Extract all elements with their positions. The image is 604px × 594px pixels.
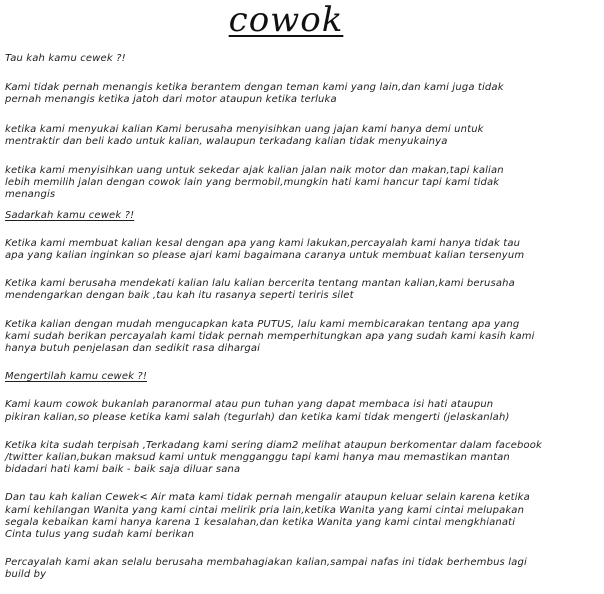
paragraph: ketika kami menyukai kalian Kami berusaha menyisihkan uang jajan kami hanya demi untuk mentraktir dan beli kado untuk kalian, walaupun terkadang kalian tidak menyukainya xyxy=(5,123,484,147)
paragraph: Ketika kita sudah terpisah ,Terkadang kami sering diam2 melihat ataupun berkomentar dalam facebook /twitter kalian,bukan maksud kami untuk mengganggu tapi kami hanya mau memastikan mantan bidadari hati kami baik - baik saja diluar sana xyxy=(5,439,542,476)
paragraph: Ketika kami berusaha mendekati kalian lalu kalian bercerita tentang mantan kalian,kami berusaha mendengarkan dengan baik ,tau kah itu rasanya seperti teriris silet xyxy=(5,278,515,302)
document-body xyxy=(5,53,601,582)
paragraph: Percayalah kami akan selalu berusaha membahagiakan kalian,sampai nafas ini tidak berhembus lagi build by xyxy=(5,557,527,581)
question-line: Tau kah kamu cewek ?! xyxy=(5,53,126,64)
paragraph: Ketika kalian dengan mudah mengucapkan kata PUTUS, lalu kami membicarakan tentang apa yang kami sudah berikan percayalah kami tidak pernah memperhitungkan apa yang sudah kami kasih kami hanya butuh penjelasan dan sedikit rasa dihargai xyxy=(5,318,535,355)
paragraph: Kami kaum cowok bukanlah paranormal atau pun tuhan yang dapat membaca isi hati ataupun pikiran kalian,so please ketika kami salah (tegurlah) dan ketika kami tidak mengerti (jelaskanlah) xyxy=(5,399,510,423)
section-heading: Sadarkah kamu cewek ?! xyxy=(5,209,135,221)
paragraph: Ketika kami membuat kalian kesal dengan apa yang kami lakukan,percayalah kami hanya tidak tau apa yang kalian inginkan so please ajari kami bagaimana caranya untuk membuat kalian tersenyum xyxy=(5,237,525,262)
paragraph: Kami tidak pernah menangis ketika berantem dengan teman kami yang lain,dan kami juga tidak pernah menangis ketika jatoh dari motor ataupun ketika terluka xyxy=(5,82,504,106)
section-heading: Mengertilah kamu cewek ?! xyxy=(5,371,148,383)
paragraph: ketika kami menyisihkan uang untuk sekedar ajak kalian jalan naik motor dan makan,tapi kalian lebih memilih jalan dengan cowok lain yang bermobil,mungkin hati kami hancur tapi kami tidak menangis xyxy=(5,165,504,201)
page-title: cowok xyxy=(228,0,344,40)
paragraph: Dan tau kah kalian Cewek< Air mata kami tidak pernah mengalir ataupun keluar selain karena ketika kami kehilangan Wanita yang kami cintai melirik pria lain,ketika Wanita yang kami cintai melupakan segala kebaikan kami hanya karena 1 kesalahan,dan ketika Wanita yang kami cintai mengkhianati Cinta tulus yang sudah kami berikan xyxy=(5,492,530,541)
